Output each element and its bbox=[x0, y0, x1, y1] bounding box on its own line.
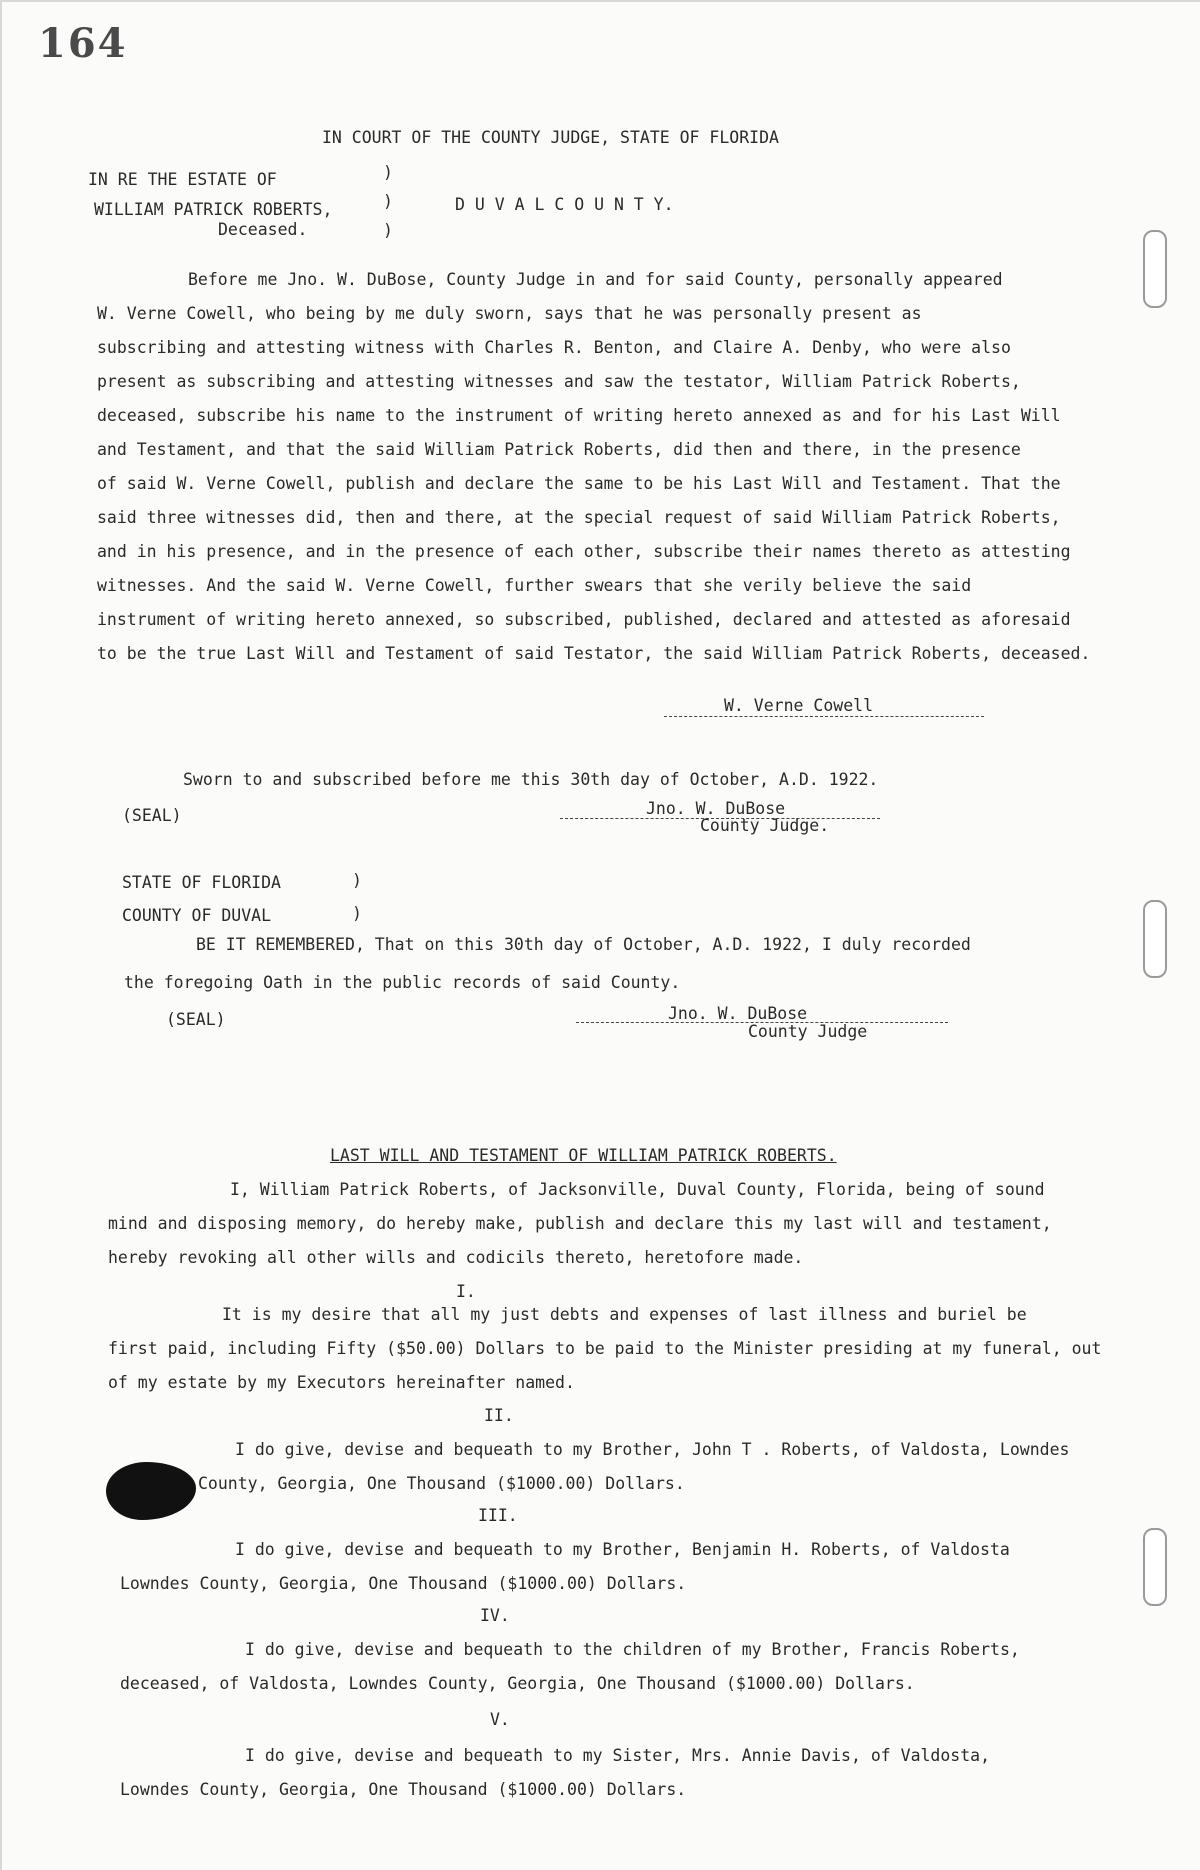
article-numeral: II. bbox=[484, 1406, 514, 1425]
judge-signature: Jno. W. DuBose bbox=[668, 1004, 808, 1023]
will-intro-line: I, William Patrick Roberts, of Jacksonville, Duval County, Florida, being of sound bbox=[230, 1180, 1045, 1199]
article-numeral: IV. bbox=[480, 1606, 510, 1625]
judge-signature: Jno. W. DuBose bbox=[646, 799, 786, 818]
left-edge bbox=[0, 0, 2, 1870]
article-line: It is my desire that all my just debts and expenses of last illness and buriel be bbox=[222, 1305, 1027, 1324]
affidavit-line: and in his presence, and in the presence of each other, subscribe their names thereto as attesting bbox=[97, 542, 1071, 561]
top-edge bbox=[0, 0, 1200, 2]
seal-label: (SEAL) bbox=[166, 1010, 226, 1029]
affidavit-line: W. Verne Cowell, who being by me duly sworn, says that he was personally present as bbox=[97, 304, 922, 323]
affidavit-line: to be the true Last Will and Testament of said Testator, the said William Patrick Roberts, deceased. bbox=[97, 644, 1091, 663]
county-caption: D U V A L C O U N T Y. bbox=[455, 195, 674, 214]
affidavit-line: and Testament, and that the said William Patrick Roberts, did then and there, in the presence bbox=[97, 440, 1021, 459]
record-line: the foregoing Oath in the public records of said County. bbox=[124, 973, 681, 992]
affidavit-line: present as subscribing and attesting witnesses and saw the testator, William Patrick Roberts, bbox=[97, 372, 1021, 391]
estate-line: IN RE THE ESTATE OF bbox=[88, 170, 277, 189]
affidavit-line: instrument of writing hereto annexed, so subscribed, published, declared and attested as aforesaid bbox=[97, 610, 1071, 629]
affidavit-line: subscribing and attesting witness with Charles R. Benton, and Claire A. Denby, who were also bbox=[97, 338, 1011, 357]
article-line: I do give, devise and bequeath to my Brother, Benjamin H. Roberts, of Valdosta bbox=[235, 1540, 1010, 1559]
article-numeral: III. bbox=[478, 1506, 518, 1525]
decedent-name: WILLIAM PATRICK ROBERTS, bbox=[94, 200, 333, 219]
record-line: BE IT REMEMBERED, That on this 30th day of October, A.D. 1922, I duly recorded bbox=[196, 935, 971, 954]
affidavit-line: Before me Jno. W. DuBose, County Judge in and for said County, personally appeared bbox=[188, 270, 1003, 289]
caption-bracket: ) bbox=[383, 192, 393, 211]
sworn-statement: Sworn to and subscribed before me this 30th day of October, A.D. 1922. bbox=[183, 770, 879, 789]
punch-hole bbox=[1143, 230, 1167, 308]
deceased-label: Deceased. bbox=[218, 220, 308, 239]
affidavit-line: of said W. Verne Cowell, publish and declare the same to be his Last Will and Testament. That the bbox=[97, 474, 1061, 493]
venue-state: STATE OF FLORIDA bbox=[122, 873, 281, 892]
punch-hole bbox=[1143, 900, 1167, 978]
article-line: Lowndes County, Georgia, One Thousand ($1000.00) Dollars. bbox=[120, 1574, 687, 1593]
page-number: 164 bbox=[38, 20, 128, 67]
judge-title: County Judge bbox=[748, 1022, 868, 1041]
judge-title: County Judge. bbox=[700, 816, 830, 835]
seal-label: (SEAL) bbox=[122, 806, 182, 825]
venue-county: COUNTY OF DUVAL bbox=[122, 906, 272, 925]
article-line: Lowndes County, Georgia, One Thousand ($1000.00) Dollars. bbox=[120, 1780, 687, 1799]
affidavit-line: witnesses. And the said W. Verne Cowell, further swears that she verily believe the said bbox=[97, 576, 972, 595]
article-numeral: I. bbox=[456, 1282, 476, 1301]
court-heading: IN COURT OF THE COUNTY JUDGE, STATE OF FLORIDA bbox=[322, 128, 779, 147]
will-intro-line: mind and disposing memory, do hereby make, publish and declare this my last will and testament, bbox=[108, 1214, 1052, 1233]
affiant-signature: W. Verne Cowell bbox=[724, 696, 874, 715]
affidavit-line: deceased, subscribe his name to the instrument of writing hereto annexed as and for his Last Will bbox=[97, 406, 1061, 425]
article-numeral: V. bbox=[490, 1710, 510, 1729]
article-line: I do give, devise and bequeath to my Brother, John T . Roberts, of Valdosta, Lowndes bbox=[235, 1440, 1070, 1459]
venue-bracket: ) bbox=[352, 904, 362, 923]
article-line: deceased, of Valdosta, Lowndes County, Georgia, One Thousand ($1000.00) Dollars. bbox=[120, 1674, 915, 1693]
article-line: County, Georgia, One Thousand ($1000.00) Dollars. bbox=[198, 1474, 685, 1493]
signature-line bbox=[664, 716, 984, 717]
caption-bracket: ) bbox=[383, 163, 393, 182]
ink-blot bbox=[106, 1462, 196, 1520]
article-line: I do give, devise and bequeath to my Sister, Mrs. Annie Davis, of Valdosta, bbox=[245, 1746, 991, 1765]
punch-hole bbox=[1143, 1528, 1167, 1606]
article-line: I do give, devise and bequeath to the children of my Brother, Francis Roberts, bbox=[245, 1640, 1020, 1659]
affidavit-line: said three witnesses did, then and there, at the special request of said William Patrick Roberts, bbox=[97, 508, 1061, 527]
venue-bracket: ) bbox=[352, 871, 362, 890]
will-title: LAST WILL AND TESTAMENT OF WILLIAM PATRICK ROBERTS. bbox=[330, 1146, 837, 1165]
will-intro-line: hereby revoking all other wills and codicils thereto, heretofore made. bbox=[108, 1248, 804, 1267]
caption-bracket: ) bbox=[383, 221, 393, 240]
article-line: first paid, including Fifty ($50.00) Dollars to be paid to the Minister presiding at my funeral, out bbox=[108, 1339, 1102, 1358]
article-line: of my estate by my Executors hereinafter named. bbox=[108, 1373, 575, 1392]
